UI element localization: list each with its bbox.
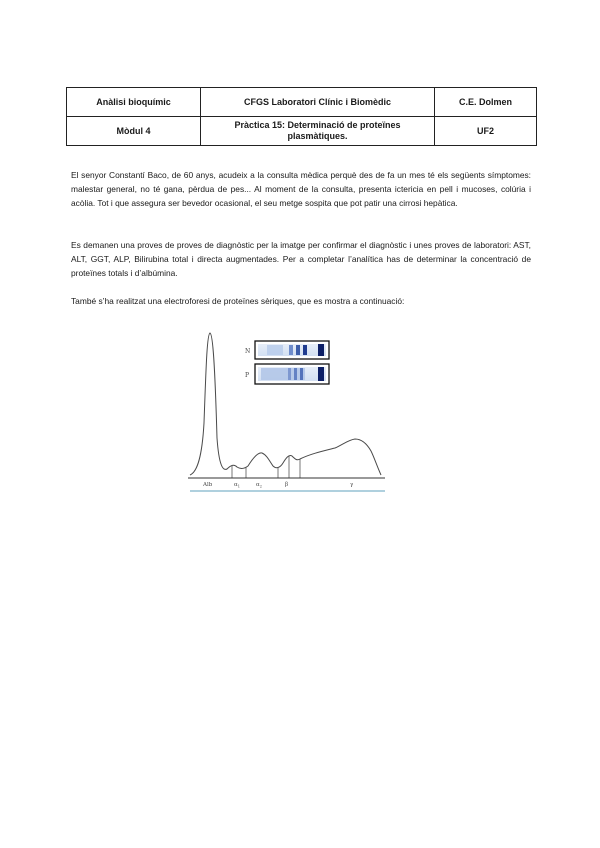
module-cell: Mòdul 4 bbox=[67, 117, 201, 146]
unit-cell: UF2 bbox=[435, 117, 537, 146]
fraction-dividers bbox=[232, 456, 300, 478]
document-header-table bbox=[66, 87, 537, 146]
electrophoresis-figure bbox=[185, 328, 400, 498]
strip-label-patient: P bbox=[245, 372, 250, 379]
fraction-label-albumin: Alb bbox=[203, 482, 213, 488]
strip-label-normal: N bbox=[245, 348, 251, 355]
fraction-label-beta: β bbox=[285, 482, 289, 488]
course-cell: CFGS Laboratori Clínic i Biomèdic bbox=[201, 88, 435, 117]
electrophoresis-strip-patient bbox=[255, 364, 329, 384]
case-paragraph: El senyor Constantí Baco, de 60 anys, acudeix a la consulta mèdica perquè des de fa un mes té els següents símptomes: malestar general, no té gana, pèrdua de pes... Al moment de la consulta, presenta ictericia en pell i mucoses, colúria i acòlia. Tot i que assegura ser bevedor ocasional, el seu metge sospita que pot patir una cirrosi hepàtica. bbox=[71, 170, 531, 208]
tests-paragraph: Es demanen una proves de proves de diagnòstic per la imatge per confirmar el diagnòstic i unes proves de laboratori: AST, ALT, GGT, ALP, Bilirubina total i directa augmentades. Per a completar l’analítica has de determinar la concentració de proteïnes totals i d’albúmina. bbox=[71, 240, 531, 278]
fraction-label-alpha2: $\alpha_2$ bbox=[256, 482, 262, 489]
school-cell: C.E. Dolmen bbox=[435, 88, 537, 117]
fraction-label-alpha1: $\alpha_1$ bbox=[234, 482, 240, 489]
subject-cell: Anàlisi bioquímic bbox=[67, 88, 201, 117]
practice-cell: Pràctica 15: Determinació de proteïnes plasmàtiques. bbox=[201, 117, 435, 146]
electrophoresis-intro-paragraph: També s’ha realitzat una electroforesi de proteïnes sèriques, que es mostra a continuació: bbox=[71, 296, 405, 306]
electrophoresis-strip-normal bbox=[255, 341, 329, 359]
fraction-label-gamma: γ bbox=[350, 482, 354, 488]
